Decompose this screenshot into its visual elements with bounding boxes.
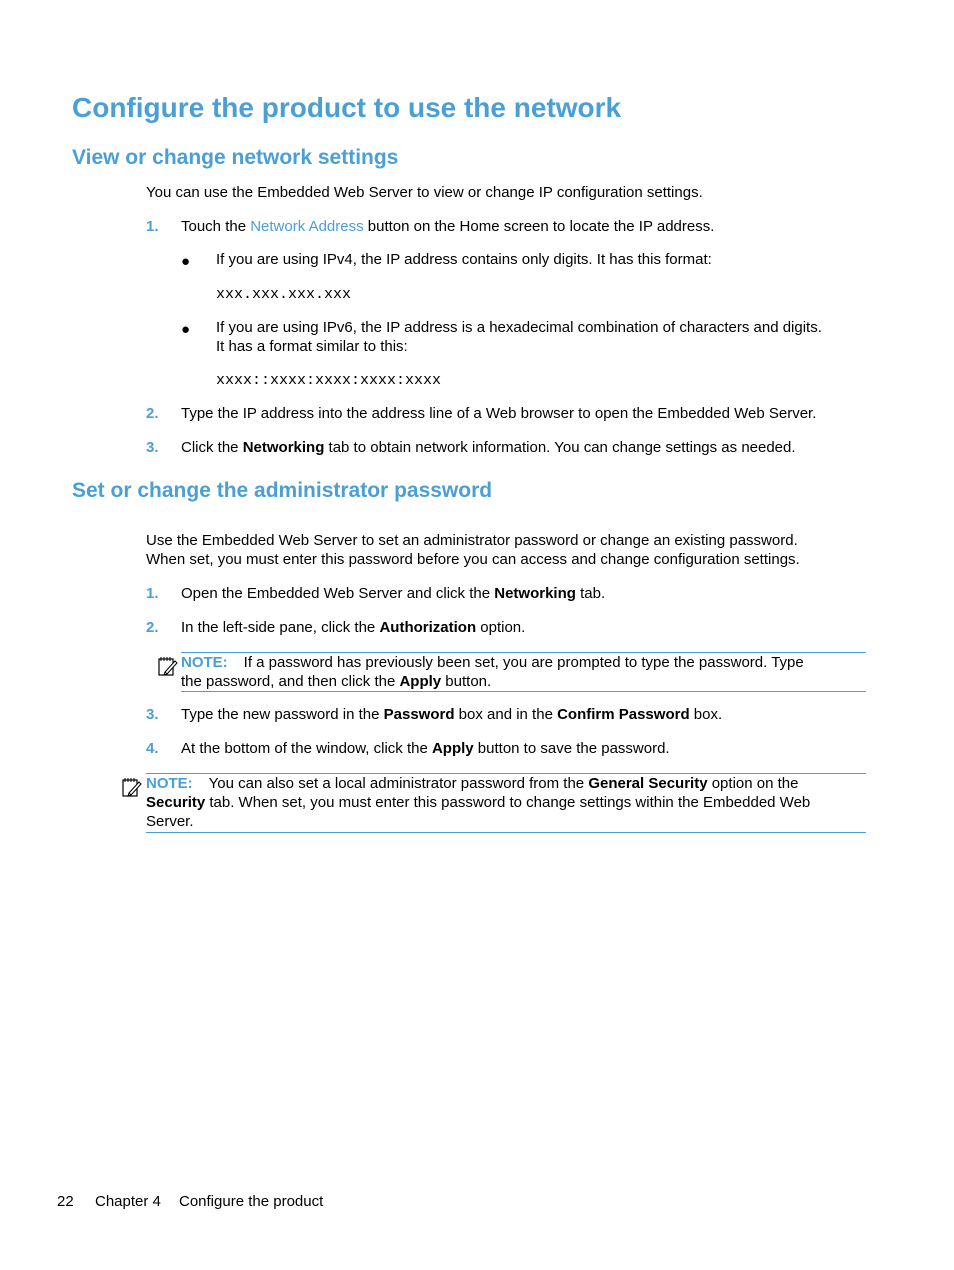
s2-step-2-text-post: option. [476,619,526,636]
networking-tab-ref: Networking [242,439,325,456]
note-1-line1: If a password has previously been set, you are prompted to type the password. Type [243,654,804,671]
section-heading-admin-password: Set or change the administrator password [72,479,493,502]
note-line-3: Server. [146,813,194,830]
step-number: 1. [146,585,159,602]
note-pad-icon [156,655,178,677]
note-box [146,773,866,833]
step-number: 4. [146,740,159,757]
s2-step-3-text-pre: Type the new password in the [181,706,384,723]
step-1-text-post: button on the Home screen to locate the IP address. [363,218,715,235]
s2-step-3-text-mid: box and in the [454,706,558,723]
step-number: 2. [146,405,159,422]
ipv6-format: xxxx::xxxx:xxxx:xxxx:xxxx [216,372,442,389]
section-heading-network-settings: View or change network settings [72,146,399,169]
note-1-post2: button. [441,673,492,690]
s2-step-4-text [181,739,670,758]
network-address-link[interactable]: Network Address [250,218,364,235]
note-pad-icon [120,776,142,798]
confirm-password-box-ref: Confirm Password [557,706,690,723]
bullet-icon: ● [181,253,191,270]
step-2-text: Type the IP address into the address line of a Web browser to open the Embedded Web Server. [181,405,817,422]
s2-step-3-text [181,705,722,724]
step-number: 3. [146,439,159,456]
step-1-text-pre: Touch the [181,218,251,235]
footer-chapter-title: Configure the product [179,1193,324,1210]
s2-step-4-text-post: button to save the password. [473,740,670,757]
note-label: NOTE: [181,654,228,671]
note-line-1 [146,774,866,793]
note-2-post1: option on the [707,775,799,792]
apply-button-ref: Apply [431,740,474,757]
bullet-ipv6-line2: It has a format similar to this: [216,338,408,355]
section2-intro-line1: Use the Embedded Web Server to set an administrator password or change an existing password. [146,532,798,549]
general-security-option-ref: General Security [588,775,708,792]
note-line-2 [181,672,866,691]
step-number: 3. [146,706,159,723]
section2-intro-line2: When set, you must enter this password before you can access and change configuration settings. [146,551,800,568]
note-2-pre1: You can also set a local administrator password from the [208,775,589,792]
step-3-text-pre: Click the [181,439,243,456]
step-number: 1. [146,218,159,235]
note-2-post2: tab. When set, you must enter this password to change settings within the Embedded Web [205,794,811,811]
step-3-text [181,438,796,457]
s2-step-4-text-pre: At the bottom of the window, click the [181,740,432,757]
s2-step-3-text-post: box. [689,706,723,723]
section1-intro: You can use the Embedded Web Server to view or change IP configuration settings. [146,184,703,201]
bullet-ipv6-line1: If you are using IPv6, the IP address is a hexadecimal combination of characters and digits. [216,319,822,336]
s2-step-1-text-pre: Open the Embedded Web Server and click the [181,585,495,602]
bullet-ipv4-text: If you are using IPv4, the IP address contains only digits. It has this format: [216,251,712,268]
bullet-icon: ● [181,321,191,338]
security-tab-ref: Security [146,794,206,811]
s2-step-2-text-pre: In the left-side pane, click the [181,619,380,636]
note-label: NOTE: [146,775,193,792]
page-number: 22 [57,1193,74,1210]
authorization-option-ref: Authorization [379,619,477,636]
page-title: Configure the product to use the network [72,92,622,123]
apply-button-ref: Apply [399,673,442,690]
note-line-1 [181,653,866,672]
networking-tab-ref: Networking [494,585,576,602]
note-line-2 [146,793,866,812]
step-3-text-post: tab to obtain network information. You can change settings as needed. [324,439,796,456]
footer-chapter: Chapter 4 [95,1193,161,1210]
step-1-text [181,217,714,236]
s2-step-2-text [181,618,525,637]
step-number: 2. [146,619,159,636]
note-1-pre2: the password, and then click the [181,673,400,690]
s2-step-1-text [181,584,605,603]
ipv4-format: xxx.xxx.xxx.xxx [216,286,352,303]
s2-step-1-text-post: tab. [575,585,606,602]
password-box-ref: Password [383,706,455,723]
note-box [181,652,866,692]
